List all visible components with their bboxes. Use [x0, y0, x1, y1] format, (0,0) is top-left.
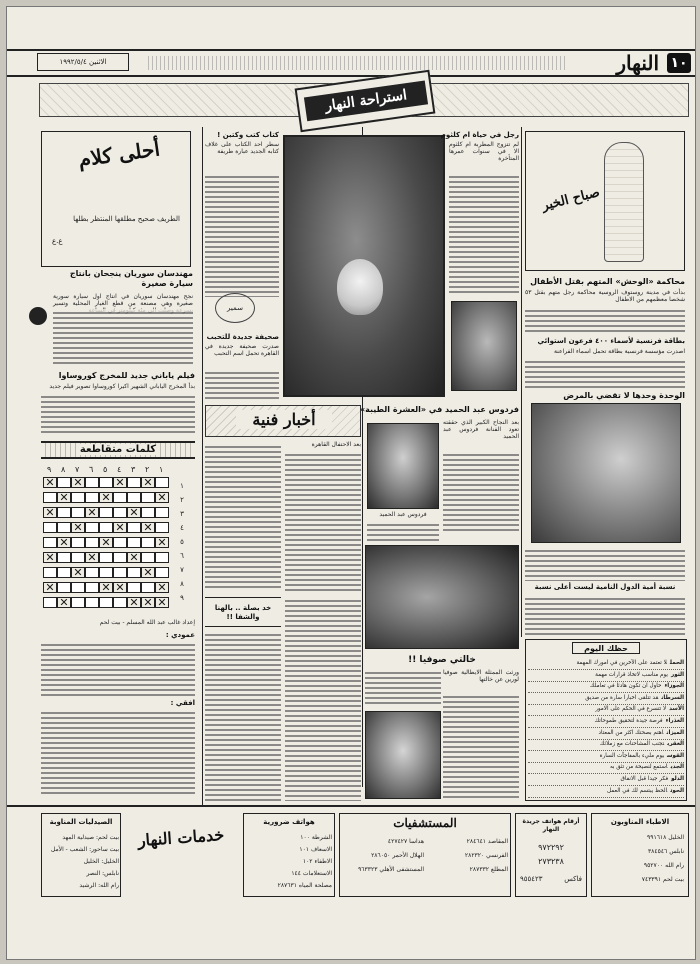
hospital-entry: الهلال الأحمر ٢٨٦٠٥٠: [371, 852, 424, 859]
crossword-cell: ✕: [127, 507, 141, 518]
crossword-cell: [71, 537, 85, 548]
crossword-cell: [113, 597, 127, 608]
crossword-cell: [113, 552, 127, 563]
crossword-vertical-clues: [41, 641, 195, 697]
crossword-cell: [57, 567, 71, 578]
khadamat-heading: خدمات النهار: [137, 825, 225, 850]
akhbar-fanniya-sub: بعد الاحتفال القاهرة: [311, 441, 361, 448]
horoscope-sign: الميزان: [666, 729, 684, 736]
crossword-cell: [113, 567, 127, 578]
horoscope-box: [525, 639, 687, 801]
newspaper-fax-label: فاكس: [564, 875, 582, 883]
crossword-number: ٢: [145, 465, 150, 474]
crossword-cell: [155, 552, 169, 563]
horoscope-row: [528, 739, 684, 751]
developing-states-text-lines: [525, 595, 685, 635]
hospital-entry: المطلع ٢٨٧٣٣٢: [469, 866, 508, 873]
ahla-kalam-box: [41, 131, 191, 267]
car-engineers-headline: مهندسان سوريان ينجحان بانتاج سيارة صغيرة: [69, 269, 193, 288]
crossword-cell: [85, 522, 99, 533]
crossword-cell: [141, 492, 155, 503]
banner-title-box: [295, 70, 436, 132]
horoscope-sign: السرطان: [661, 694, 684, 701]
crossword-cell: [57, 522, 71, 533]
crossword-cell: ✕: [43, 507, 57, 518]
crossword-credit: إعداد غالب عبد الله المسلم - بيت لحم: [99, 619, 195, 626]
crossword-cell: [127, 537, 141, 548]
horoscope-text: اهتم بصحتك اكثر من المعتاد: [598, 729, 664, 736]
crossword-number: ٦: [89, 465, 94, 474]
pharmacy-entry: رام الله: الرشيد: [79, 882, 119, 889]
loneliness-text-lines: [525, 547, 685, 581]
horoscope-row: [528, 728, 684, 740]
pharmacies-box: [41, 813, 121, 897]
crossword-cell: [71, 507, 85, 518]
cartoon-figure: [604, 142, 644, 262]
crossword-cell: [99, 477, 113, 488]
horoscope-sign: الأسد: [669, 706, 684, 713]
ahla-kalam-text: الطريف صحيح مطلقها المنتظر بطلها: [73, 215, 180, 223]
crossword-cell: [71, 492, 85, 503]
akhbar-fanniya-banner: [205, 405, 361, 437]
horoscope-text: فرصة جيدة لتحقيق طموحاتك: [594, 718, 663, 724]
crossword-cell: [113, 537, 127, 548]
crossword-cell: ✕: [71, 477, 85, 488]
masthead: [7, 49, 695, 77]
newspaper-phone-2: ٢٧٣٢٣٨: [538, 857, 564, 866]
doctor-entry: رام الله ٩٥٢٧٠٠: [643, 862, 684, 869]
doctor-entry: نابلس ٣٨٤٥٤٦: [647, 848, 684, 855]
emergency-entry: مصلحة المياه ٢٨٧٦٣١: [277, 882, 332, 889]
horoscope-row: [528, 751, 684, 763]
crossword-cell: [155, 522, 169, 533]
horoscope-heading: حظك اليوم: [572, 642, 640, 654]
crossword-cell: ✕: [43, 477, 57, 488]
loren-body: ورثت الممثلة الايطالية صوفيا لورين عن خالتها: [443, 669, 519, 684]
horoscope-sign: الحمل: [669, 660, 684, 666]
crossword-cell: ✕: [57, 597, 71, 608]
fairouz-text-lines-2: [367, 521, 439, 541]
fairouz-photo: [367, 423, 439, 509]
crossword-cell: ✕: [141, 477, 155, 488]
loren-small-photo: [365, 711, 441, 799]
new-medium-body: صدرت صحيفة جديدة في القاهرة تحمل اسم التحبب: [205, 343, 279, 358]
crossword-cell: [57, 552, 71, 563]
japanese-film-body: بدأ المخرج الياباني الشهير اكيرا كوروساوا تصوير فيلم جديد: [49, 383, 195, 390]
umm-kulthum-photo: [451, 301, 517, 391]
crossword-cell: ✕: [141, 522, 155, 533]
crossword-cell: [99, 597, 113, 608]
crossword-number: ١: [159, 465, 164, 474]
crossword-heading: كلمات متقاطعة: [77, 444, 159, 455]
crossword-number: ٩: [47, 465, 52, 474]
sabah-alkhair-heading: صباح الخير: [540, 185, 602, 214]
flower-shape: [337, 259, 383, 315]
pharmacies-heading: الصيدليات المناوبة: [49, 818, 113, 826]
crossword-cell: [127, 522, 141, 533]
horoscope-sign: الدلو: [671, 776, 684, 782]
crossword-number: ٤: [117, 465, 122, 474]
crossword-cell: ✕: [71, 567, 85, 578]
doctor-entry: بيت لحم ٧٤٣٣٩١: [641, 876, 684, 883]
hospital-entry: الفرنسي ٢٨٢٣٢٠: [464, 852, 508, 859]
hospital-entry: هداسا ٤٢٧٤٢٧: [387, 838, 424, 845]
horoscope-sign: القوس: [666, 752, 684, 759]
crossword-cell: ✕: [155, 492, 169, 503]
crossword-cell: ✕: [127, 597, 141, 608]
crossword-cell: [127, 477, 141, 488]
crossword-cell: ✕: [85, 552, 99, 563]
crossword-cell: ✕: [99, 537, 113, 548]
hospitals-heading: المستشفيات: [393, 816, 457, 830]
crossword-cell: [85, 567, 99, 578]
emergency-entry: الشرطة ١٠٠: [300, 834, 332, 841]
umm-kulthum-text-lines: [449, 173, 519, 293]
horoscope-text: تجنب المشاحنات مع زملائك: [599, 741, 665, 748]
crossword-cell: [57, 507, 71, 518]
monster-trial-body: بدأت في مدينة روستوف الروسية محاكمة رجل متهم بقتل ٥٣ شخصا معظمهم من الاطفال: [525, 289, 685, 304]
umm-kulthum-headline: رجل في حياة ام كلثوم: [440, 131, 519, 139]
horoscope-text: يوم مليء بالمفاجآت السارة: [599, 752, 664, 759]
new-medium-headline: صحيفة جديدة للتحبب: [206, 333, 279, 341]
hospitals-box: [339, 813, 511, 897]
french-card-text-lines: [525, 358, 685, 388]
french-card-headline: بطاقة فرنسية لأسماء ٤٠٠ فرعون استوائي: [537, 337, 685, 345]
horoscope-text: فكر جيدا قبل الانفاق: [620, 776, 669, 782]
crossword-cell: ✕: [57, 537, 71, 548]
crossword-cell: [113, 507, 127, 518]
crossword-cell: [85, 597, 99, 608]
horoscope-text: لا تعتمد على الآخرين في امورك المهمة: [576, 660, 667, 666]
crossword-number: ٥: [103, 465, 108, 474]
doctors-box: [591, 813, 689, 897]
car-engineers-body: نجح مهندسان سوريان في انتاج اول سيارة سورية صغيرة وهي مصنعة من قطع الغيار المحلية وتسير: [53, 293, 193, 308]
crossword-cell: [71, 582, 85, 593]
fairouz-text-lines: [443, 451, 519, 531]
crossword-cell: [141, 552, 155, 563]
newspaper-phone-1: ٩٧٢٢٩٢: [538, 843, 564, 852]
monster-trial-text-lines: [525, 307, 685, 333]
newspaper-phones-heading: أرقام هواتف جريدة النهار: [522, 818, 580, 833]
crossword-side-numbers: ١ ٢ ٣ ٤ ٥ ٦ ٧ ٨ ٩: [180, 482, 184, 602]
crossword-number: ٨: [61, 465, 66, 474]
small-notes-text: [205, 631, 281, 801]
hospital-entry: المستشفى الأهلي ٩٦٣٣٢٣: [358, 866, 424, 873]
paper-name: النهار: [616, 51, 659, 75]
horoscope-sign: الجوزاء: [664, 683, 684, 690]
banner-title-plate: استراحة النهار: [304, 80, 428, 121]
developing-states-headline: نسبة أمية الدول النامية ليست أعلى نسبة: [534, 583, 676, 591]
column-rule: [202, 127, 203, 807]
crossword-number: ٧: [75, 465, 80, 474]
crossword-cell: [85, 477, 99, 488]
ahla-kalam-heading: أحلى كلام: [76, 136, 162, 172]
new-medium-text-lines: [205, 369, 279, 401]
crossword-cell: [85, 582, 99, 593]
emergency-box: [243, 813, 335, 897]
horoscope-row: [528, 681, 684, 693]
center-text-col: [285, 597, 361, 801]
emergency-entry: الاستعلامات ١٤٤: [291, 870, 332, 877]
crossword-cell: ✕: [71, 522, 85, 533]
crossword-cell: [85, 537, 99, 548]
japanese-film-headline: فيلم ياباني جديد للمخرج كوروساوا: [58, 371, 195, 380]
small-notes-heading: خد بصلة .. بالهنا والشفا !!: [214, 604, 272, 621]
horoscope-text: لا تتسرع في الحكم على الامور: [595, 706, 667, 713]
crossword-cell: [141, 507, 155, 518]
crossword-number-row: [43, 465, 173, 475]
crossword-cell: [43, 567, 57, 578]
horoscope-row: [528, 704, 684, 716]
book-text-lines: [205, 173, 279, 297]
horoscope-text: استمع لنصيحة من تثق به: [609, 764, 668, 771]
doctors-heading: الاطباء المناوبون: [610, 818, 670, 826]
circle-ornament: سمير: [215, 293, 255, 323]
crossword-cell: [127, 567, 141, 578]
crossword-cell: [155, 477, 169, 488]
fairouz-headline: فردوس عبد الحميد في «العشرة الطيبة»: [359, 405, 519, 414]
crossword-cell: ✕: [155, 537, 169, 548]
khadamat-banner: [125, 817, 237, 889]
crossword-cell: ✕: [155, 597, 169, 608]
horoscope-list: [528, 658, 684, 800]
crossword-cell: [99, 507, 113, 518]
crossword-cell: ✕: [113, 522, 127, 533]
crossword-cell: ✕: [57, 492, 71, 503]
emergency-heading: هواتف ضرورية: [263, 818, 315, 826]
crossword-cell: [127, 582, 141, 593]
crossword-number: ٣: [131, 465, 136, 474]
center-portrait-photo: [283, 135, 445, 397]
pharmacy-entry: الخليل: الخليل: [83, 858, 119, 865]
crossword-cell: [71, 552, 85, 563]
crossword-cell: [141, 537, 155, 548]
newspaper-page: [6, 6, 696, 960]
pharmacy-entry: بيت لحم: صيدلية المهد: [62, 834, 119, 841]
newspaper-phones-box: [515, 813, 587, 897]
crossword-horizontal-label: افقي :: [170, 699, 195, 707]
akhbar-text-col-1: [285, 451, 361, 591]
horoscope-row: [528, 774, 684, 786]
day: الاثنين: [89, 58, 107, 66]
horoscope-row: [528, 716, 684, 728]
horoscope-row: [528, 658, 684, 670]
car-engineers-text-lines: [53, 309, 193, 367]
pharmacy-entry: بيت ساحور: الشعب - الأمل: [50, 846, 119, 853]
book-body: سطر احد الكتاب على غلاف كتابه الجديد عبارة طريفة: [205, 141, 279, 156]
fairouz-body: بعد النجاح الكبير الذي حققته تعود الفنانة فردوس عبد الحميد: [443, 419, 519, 441]
horoscope-sign: الجدي: [670, 764, 684, 771]
crossword-cell: ✕: [113, 477, 127, 488]
monster-trial-headline: محاكمة «الوحش» المتهم بقتل الأطفال: [530, 277, 685, 286]
french-card-body: اصدرت مؤسسة فرنسية بطاقة تحمل اسماء الفراعنة: [553, 348, 685, 355]
crossword-vertical-label: عمودي :: [165, 631, 195, 639]
page-number: ١٠: [667, 53, 691, 73]
date: ١٩٩٢/٥/٤: [59, 58, 87, 66]
column-rule: [521, 127, 522, 637]
crossword-cell: [113, 492, 127, 503]
small-notes-box: [205, 597, 281, 627]
horoscope-row: [528, 670, 684, 682]
pharmacy-entry: نابلس: النصر: [86, 870, 119, 877]
loneliness-photo: [531, 403, 681, 543]
akhbar-text-col-2: [205, 443, 281, 591]
crossword-cell: [57, 582, 71, 593]
crossword-cell: [155, 567, 169, 578]
horoscope-text: يوم مناسب لاتخاذ قرارات مهمة: [595, 671, 668, 678]
hospital-entry: المقاصد ٢٨٤٦٤١: [466, 838, 508, 845]
doctor-entry: الخليل ٩٩١٦١٨: [647, 834, 684, 841]
crossword-cell: ✕: [127, 552, 141, 563]
umm-kulthum-body: لم تتزوج المطربة ام كلثوم الا في سنوات عمرها المتأخرة: [449, 141, 519, 163]
horoscope-sign: العقرب: [667, 741, 684, 748]
emergency-entry: الاسعاف ١٠١: [299, 846, 332, 853]
crossword-cell: [85, 492, 99, 503]
crossword-cell: [43, 597, 57, 608]
masthead-hatch: [145, 56, 565, 70]
crossword-cell: ✕: [43, 582, 57, 593]
horoscope-sign: الحوت: [670, 787, 684, 794]
book-headline: كتاب كتب وكتبن !: [217, 131, 279, 139]
crossword-cell: [155, 507, 169, 518]
horoscope-row: [528, 693, 684, 705]
loren-large-photo: [365, 545, 519, 649]
ahla-kalam-signature: ع.ع: [52, 237, 63, 245]
japanese-film-text-lines: [41, 393, 195, 435]
crossword-cell: ✕: [43, 552, 57, 563]
horoscope-row: [528, 786, 684, 798]
crossword-grid: [43, 477, 171, 617]
crossword-cell: [43, 522, 57, 533]
crossword-cell: [57, 477, 71, 488]
sabah-alkhair-box: [525, 131, 685, 271]
akhbar-fanniya-heading: أخبار فنية: [236, 410, 332, 429]
date-box: [37, 53, 129, 71]
fairouz-caption: فردوس عبد الحميد: [379, 511, 427, 518]
emergency-entry: الاطفاء ١٠٢: [302, 858, 332, 865]
crossword-cell: [43, 492, 57, 503]
crossword-cell: [99, 552, 113, 563]
crossword-cell: [99, 522, 113, 533]
crossword-cell: ✕: [99, 582, 113, 593]
loren-headline: خالتي صوفيا !!: [408, 655, 476, 665]
crossword-cell: [127, 492, 141, 503]
crossword-cell: [71, 597, 85, 608]
horoscope-text: حاول ان تكون هادئا في تعاملك: [590, 683, 662, 690]
crossword-cell: ✕: [113, 582, 127, 593]
horoscope-text: قد تتلقى اخبارا سارة من صديق: [585, 694, 659, 701]
newspaper-fax: ٩٥٥٤٢٣: [520, 875, 543, 883]
horoscope-sign: العذراء: [665, 718, 684, 724]
crossword-cell: ✕: [85, 507, 99, 518]
crossword-cell: [141, 582, 155, 593]
crossword-cell: [43, 537, 57, 548]
horoscope-sign: الثور: [670, 671, 684, 678]
crossword-cell: ✕: [155, 582, 169, 593]
loren-text-lines-2: [365, 669, 441, 707]
loren-text-lines: [443, 693, 519, 799]
crossword-header: [41, 441, 195, 459]
horoscope-text: الحظ يبتسم لك في العمل: [607, 787, 668, 794]
loneliness-headline: الوحدة وحدها لا تقضي بالمرض: [563, 391, 685, 400]
side-dot: [29, 307, 47, 325]
crossword-cell: ✕: [99, 492, 113, 503]
crossword-cell: ✕: [141, 567, 155, 578]
crossword-cell: ✕: [141, 597, 155, 608]
horoscope-row: [528, 762, 684, 774]
crossword-horizontal-clues: [41, 709, 195, 797]
crossword-cell: [99, 567, 113, 578]
